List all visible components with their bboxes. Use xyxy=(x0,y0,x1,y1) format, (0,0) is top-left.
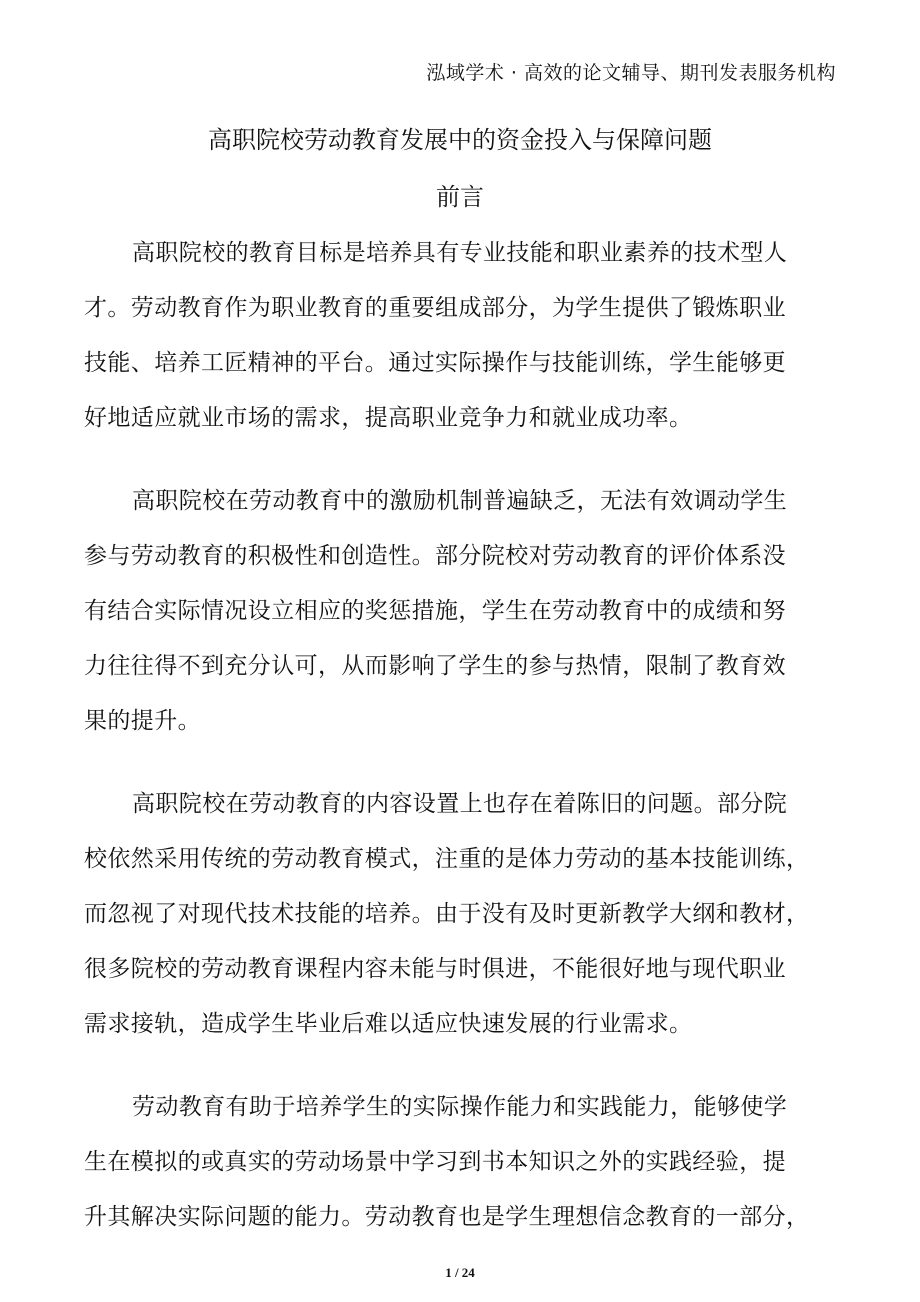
page-header: 泓域学术 · 高效的论文辅导、期刊发表服务机构 xyxy=(426,62,836,84)
text-line: 力往往得不到充分认可，从而影响了学生的参与热情，限制了教育效 xyxy=(84,653,786,679)
paragraph-1 xyxy=(84,226,836,446)
text-line: 校依然采用传统的劳动教育模式，注重的是体力劳动的基本技能训练， xyxy=(84,846,810,872)
text-line: 果的提升。 xyxy=(84,708,201,734)
text-line: 劳动教育有助于培养学生的实际操作能力和实践能力，能够使学 xyxy=(132,1094,788,1120)
text-line: 参与劳动教育的积极性和创造性。部分院校对劳动教育的评价体系没 xyxy=(84,543,786,569)
paragraph-3 xyxy=(84,777,836,1052)
text-line: 生在模拟的或真实的劳动场景中学习到书本知识之外的实践经验，提 xyxy=(84,1149,786,1175)
paragraph-4 xyxy=(84,1080,836,1245)
text-line: 好地适应就业市场的需求，提高职业竞争力和就业成功率。 xyxy=(84,405,693,431)
text-line: 很多院校的劳动教育课程内容未能与时俱进，不能很好地与现代职业 xyxy=(84,956,786,982)
text-line: 技能、培养工匠精神的平台。通过实际操作与技能训练，学生能够更 xyxy=(84,350,786,376)
text-line: 而忽视了对现代技术技能的培养。由于没有及时更新教学大纲和教材， xyxy=(84,901,810,927)
text-line: 高职院校的教育目标是培养具有专业技能和职业素养的技术型人 xyxy=(132,240,788,266)
document-body xyxy=(84,226,836,1273)
page-number: 1 / 24 xyxy=(445,1265,475,1280)
text-line: 高职院校在劳动教育的内容设置上也存在着陈旧的问题。部分院 xyxy=(132,791,788,817)
text-line: 高职院校在劳动教育中的激励机制普遍缺乏，无法有效调动学生 xyxy=(132,488,788,514)
text-line: 升其解决实际问题的能力。劳动教育也是学生理想信念教育的一部分， xyxy=(84,1204,810,1230)
document-title: 高职院校劳动教育发展中的资金投入与保障问题 xyxy=(208,126,712,154)
section-heading: 前言 xyxy=(436,183,484,211)
paragraph-2 xyxy=(84,474,836,749)
text-line: 需求接轨，造成学生毕业后难以适应快速发展的行业需求。 xyxy=(84,1011,693,1037)
text-line: 才。劳动教育作为职业教育的重要组成部分，为学生提供了锻炼职业 xyxy=(84,295,786,321)
text-line: 有结合实际情况设立相应的奖惩措施，学生在劳动教育中的成绩和努 xyxy=(84,598,786,624)
